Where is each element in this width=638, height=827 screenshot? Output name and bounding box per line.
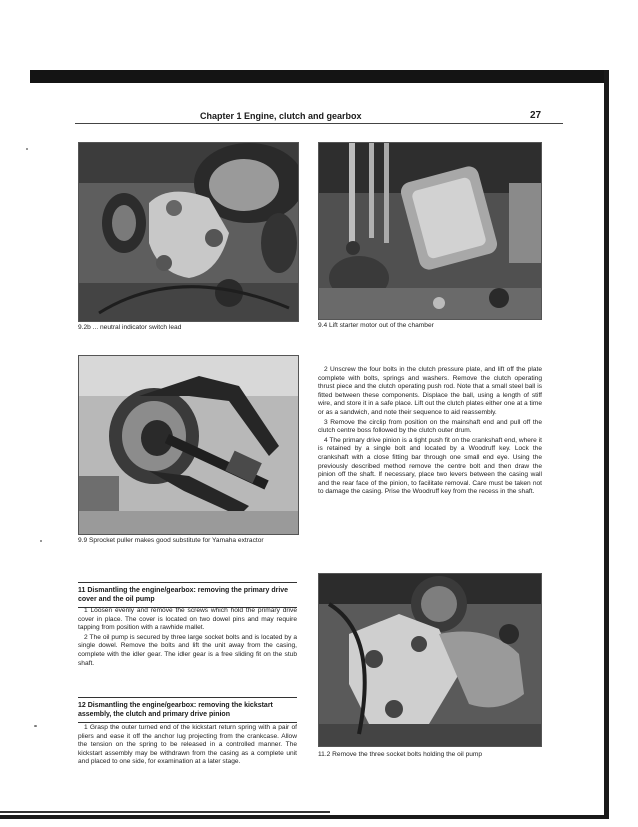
section-11-body: [78, 607, 297, 669]
right-border-bar: [604, 70, 609, 815]
section-12-body: [78, 724, 297, 768]
caption-9-2b: 9.2b ... neutral indicator switch lead: [78, 324, 182, 331]
bottom-rule: [0, 811, 330, 813]
caption-11-2: 11.2 Remove the three socket bolts holding the oil pump: [318, 751, 483, 758]
section-11-paragraph-1: 1 Loosen evenly and remove the screws which hold the primary drive cover in place. The cover is located on two dowel pins and may require tapping from position with a rawhide mallet.: [78, 607, 297, 632]
photo-sprocket-puller: [78, 355, 299, 535]
paragraph-2: 2 Unscrew the four bolts in the clutch pressure plate, and lift off the plate complete with bolts, springs and washers. Remove the clutch operating thrust piece and the clutch operating push rod. Note that a small steel ball is fitted between these components. Displace the ball, using a length of stiff wire, and store it in a safe place. Lift out the clutch plates either one at a time or as a sandwich, and note their sequence to aid reassembly.: [318, 366, 542, 416]
section-12-paragraph-1: 1 Grasp the outer turned end of the kickstart return spring with a pair of pliers and ease it off the anchor lug projecting from the crankcase. Allow the tension on the spring to be released in a controlled manner. The kickstart assembly may be withdrawn from the casing as a complete unit and placed to one side, for examination at a later stage.: [78, 724, 297, 766]
section-11-paragraph-2: 2 The oil pump is secured by three large socket bolts and is located by a single dowel. Remove the bolts and lift the unit away from the casing, complete with the idler gear. The idler gear is a free sliding fit on the stub shaft.: [78, 633, 297, 667]
photo-neutral-switch: [78, 142, 299, 322]
top-border-bar: [30, 70, 608, 83]
scan-speck: [26, 148, 28, 150]
right-column-text: [318, 366, 542, 498]
caption-9-9: 9.9 Sprocket puller makes good substitute for Yamaha extractor: [78, 537, 264, 544]
bottom-border-bar: [0, 815, 609, 819]
header-rule: [75, 123, 563, 124]
scan-speck: [34, 725, 37, 727]
paragraph-4: 4 The primary drive pinion is a tight push fit on the crankshaft end, where it is retained by a single bolt and located by a Woodruff key. Lock the crankshaft with a close fitting bar through one small end eye. Using the previously described method remove the centre bolt and then draw the pinion off the shaft. If necessary, place two levers between the casing wall and the rear face of the pinion, to facilitate removal. Care must be taken not to damage the casing. Prise the Woodruff key from the recess in the shaft.: [318, 436, 542, 496]
paragraph-3: 3 Remove the circlip from position on the mainshaft end and pull off the clutch centre boss followed by the clutch outer drum.: [318, 418, 542, 435]
caption-9-4: 9.4 Lift starter motor out of the chamber: [318, 322, 434, 329]
section-11-heading-box: [78, 582, 297, 608]
photo-oil-pump: [318, 573, 542, 747]
section-12-heading-box: [78, 697, 297, 723]
photo-starter-motor: [318, 142, 542, 320]
chapter-title: Chapter 1 Engine, clutch and gearbox: [200, 111, 362, 121]
page-number: 27: [530, 110, 542, 121]
section-12-title: 12 Dismantling the engine/gearbox: removing the kickstart assembly, the clutch and primary drive pinion: [78, 702, 273, 718]
section-11-title: 11 Dismantling the engine/gearbox: removing the primary drive cover and the oil pump: [78, 587, 289, 603]
scan-speck: [40, 540, 42, 542]
